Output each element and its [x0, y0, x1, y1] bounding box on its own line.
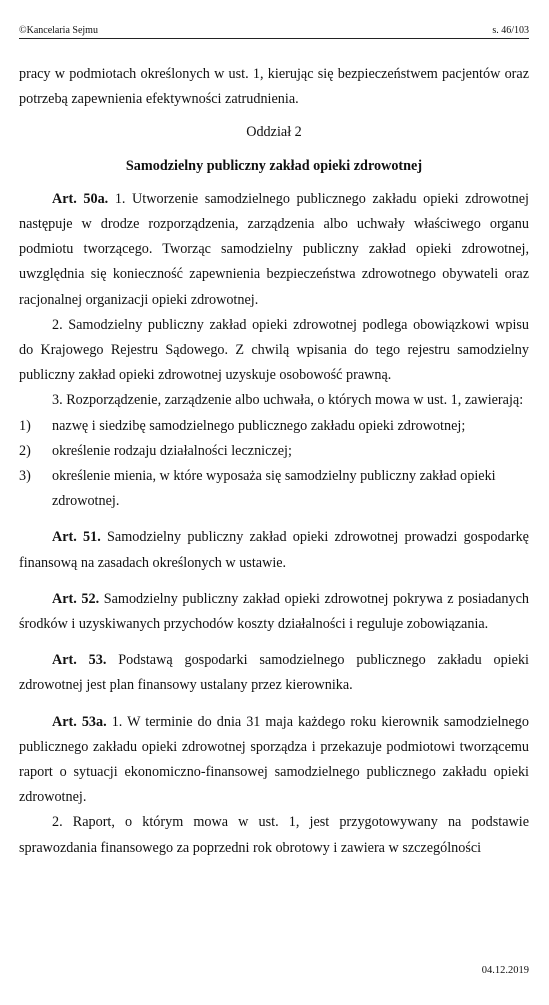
art51-paragraph	[19, 525, 529, 575]
intro-paragraph: pracy w podmiotach określonych w ust. 1, kierując się bezpieczeństwem pacjentów oraz potrzebą zapewnienia efektywności zatrudnienia.	[19, 66, 529, 108]
art50a-label: Art. 50a.	[52, 190, 109, 207]
list-item	[19, 414, 529, 439]
list-item-text: określenie rodzaju działalności leczniczej;	[52, 442, 292, 459]
page-header	[19, 25, 529, 39]
art52-label: Art. 52.	[52, 590, 100, 607]
list-item-text: nazwę i siedzibę samodzielnego publicznego zakładu opieki zdrowotnej;	[52, 417, 466, 434]
art53a-text-1: 1. W terminie do dnia 31 maja każdego roku kierownik samodzielnego publicznego zakładu opieki zdrowotnej sporządza i przekazuje podmiotowi tworzącemu raport o sytuacji ekonomiczno-finansowej samodzielnego publicznego zakładu opieki zdrowotnej.	[19, 713, 529, 806]
art50a-paragraph-1	[19, 187, 529, 313]
section-number: Oddział 2	[246, 124, 302, 141]
art53-text: Podstawą gospodarki samodzielnego publicznego zakładu opieki zdrowotnej jest plan finansowy ustalany przez kierownika.	[19, 652, 529, 694]
art53a-paragraph-1	[19, 710, 529, 811]
art52-paragraph	[19, 587, 529, 637]
section-title	[19, 154, 529, 179]
art52-text: Samodzielny publiczny zakład opieki zdrowotnej pokrywa z posiadanych środków i uzyskiwanych przychodów koszty działalności i reguluje zobowiązania.	[19, 590, 529, 633]
art51-text: Samodzielny publiczny zakład opieki zdrowotnej prowadzi gospodarkę finansową na zasadach określonych w ustawie.	[19, 529, 529, 571]
section-title-text: Samodzielny publiczny zakład opieki zdrowotnej	[125, 157, 423, 174]
art53a-label: Art. 53a.	[52, 713, 107, 730]
footer-date: 04.12.2019	[481, 965, 529, 976]
page-number: s. 46/103	[492, 25, 529, 36]
list-item	[19, 439, 529, 464]
art50a-paragraph-3: 3. Rozporządzenie, zarządzenie albo uchwała, o których mowa w ust. 1, zawierają:	[52, 392, 524, 409]
list-item	[19, 464, 529, 514]
art50a-text-1: 1. Utworzenie samodzielnego publicznego zakładu opieki zdrowotnej następuje w drodze rozporządzenia, zarządzenia albo uchwały właściwego organu podmiotu tworzącego. Tworząc samodzielny publiczny zakład opieki zdrowotnej, uwzględnia się konieczność zapewnienia bezpieczeństwa zdrowotnego obywateli oraz racjonalnej organizacji opieki zdrowotnej.	[19, 190, 529, 308]
list-item-text: określenie mienia, w które wyposaża się samodzielny publiczny zakład opieki zdrowotnej.	[52, 468, 496, 510]
copyright-label: ©Kancelaria Sejmu	[19, 25, 98, 36]
art50a-paragraph-2: 2. Samodzielny publiczny zakład opieki zdrowotnej podlega obowiązkowi wpisu do Krajowego Rejestru Sądowego. Z chwilą wpisania do tego rejestru samodzielny publiczny zakład opieki zdrowotnej uzyskuje osobowość prawną.	[19, 316, 529, 384]
art53-paragraph	[19, 648, 529, 698]
list-item-number: 2)	[19, 442, 31, 459]
document-body	[19, 62, 529, 861]
list-item-number: 3)	[19, 468, 31, 485]
list-item-number: 1)	[19, 417, 31, 434]
art51-label: Art. 51.	[52, 529, 101, 546]
art53-label: Art. 53.	[52, 652, 107, 669]
art53a-paragraph-2: 2. Raport, o którym mowa w ust. 1, jest przygotowywany na podstawie sprawozdania finansowego za poprzedni rok obrotowy i zawiera w szczególności	[19, 814, 529, 856]
